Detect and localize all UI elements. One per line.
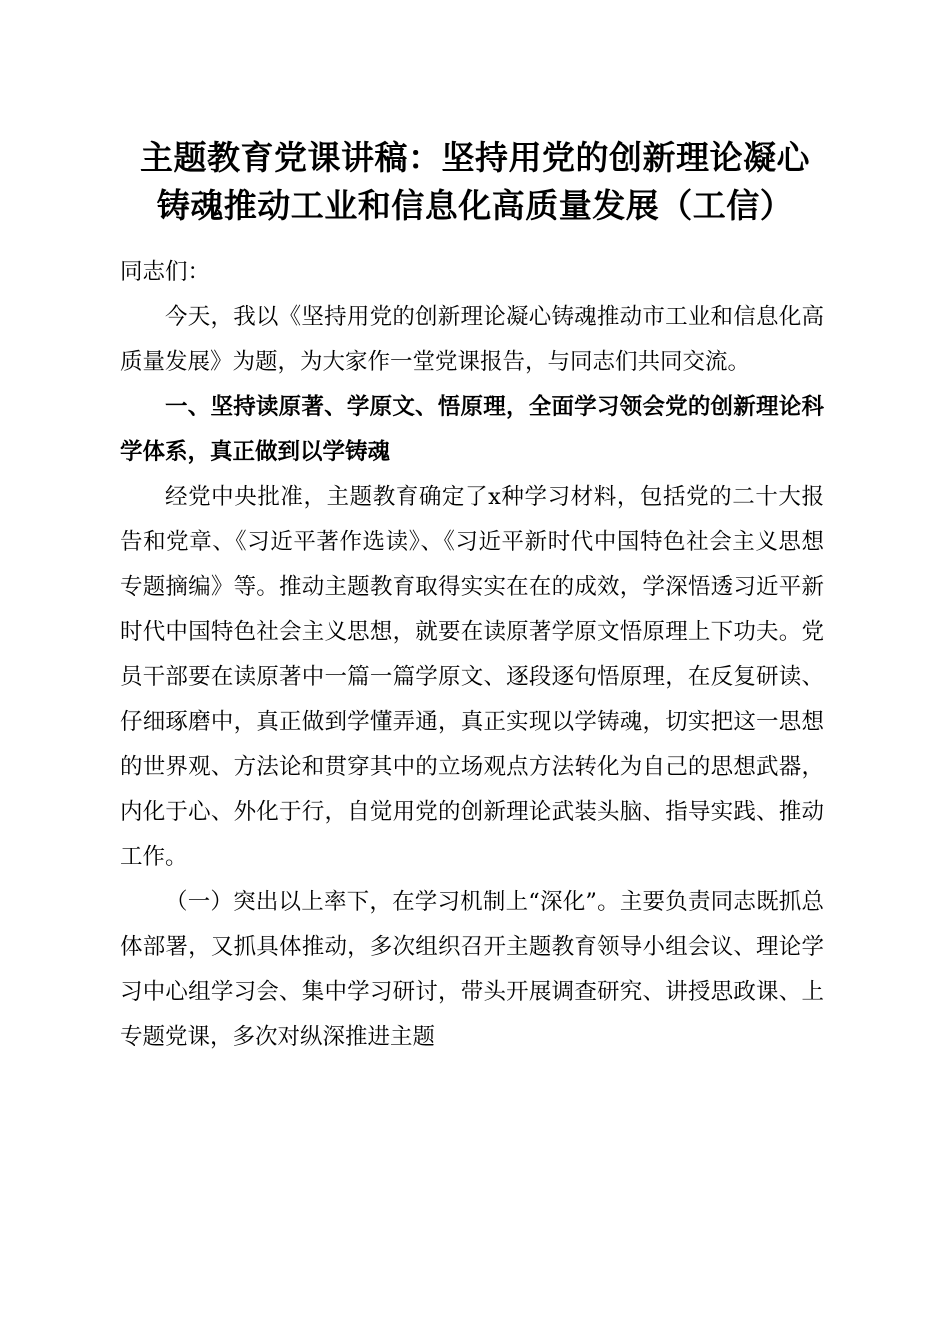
intro-paragraph: 今天，我以《坚持用党的创新理论凝心铸魂推动市工业和信息化高质量发展》为题，为大家作一堂党课报告，与同志们共同交流。: [120, 304, 824, 375]
section-heading: 一、坚持读原著、学原文、悟原理，全面学习领会党的创新理论科学体系，真正做到以学铸魂: [120, 394, 824, 465]
subsection-paragraph: （一）突出以上率下，在学习机制上“深化”。主要负责同志既抓总体部署，又抓具体推动，多次组织召开主题教育领导小组会议、理论学习中心组学习会、集中学习研讨，带头开展调查研究、讲授思政课、上专题党课，多次对纵深推进主题: [120, 889, 824, 1050]
document-body: [120, 250, 824, 1060]
salutation: 同志们：: [120, 259, 211, 285]
title-line-2: 铸魂推动工业和信息化高质量发展（工信）: [156, 186, 794, 225]
title-line-1: 主题教育党课讲稿：坚持用党的创新理论凝心: [140, 138, 810, 177]
document-title: [100, 134, 850, 230]
body-paragraph: 经党中央批准，主题教育确定了x种学习材料，包括党的二十大报告和党章、《习近平著作选读》、《习近平新时代中国特色社会主义思想专题摘编》等。推动主题教育取得实实在在的成效，学深悟透习近平新时代中国特色社会主义思想，就要在读原著学原文悟原理上下功夫。党员干部要在读原著中一篇一篇学原文、逐段逐句悟原理，在反复研读、仔细琢磨中，真正做到学懂弄通，真正实现以学铸魂，切实把这一思想的世界观、方法论和贯穿其中的立场观点方法转化为自己的思想武器，内化于心、外化于行，自觉用党的创新理论武装头脑、指导实践、推动工作。: [120, 484, 824, 870]
